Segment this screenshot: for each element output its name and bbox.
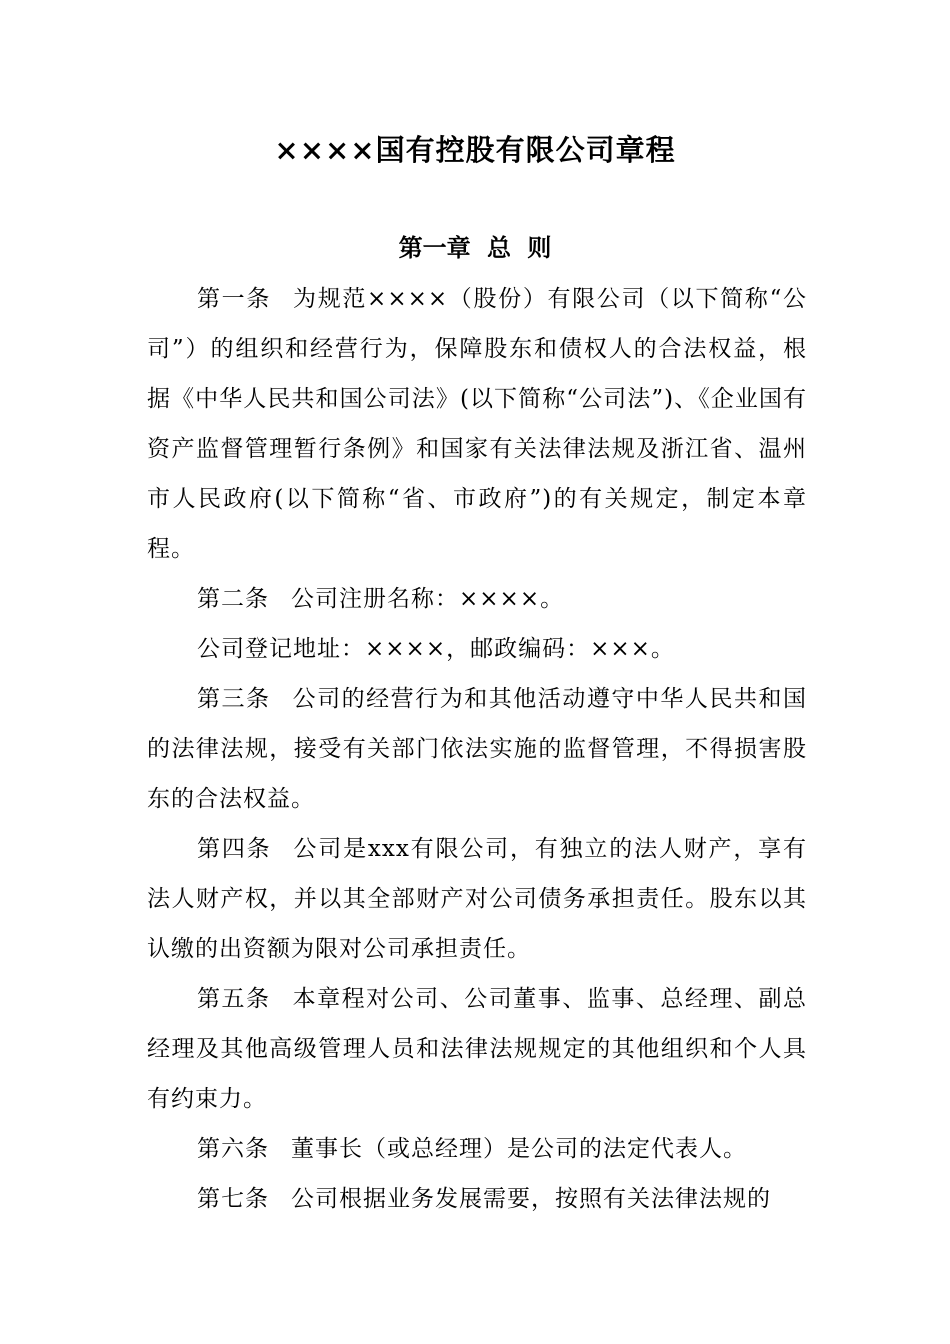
document-title: ××××国有控股有限公司章程 xyxy=(274,133,676,167)
article-label: 第一条 xyxy=(197,286,272,312)
article-2-address xyxy=(147,624,807,674)
article-label: 第四条 xyxy=(197,836,272,862)
article-text: 为规范××××（股份）有限公司（以下简称“公司”）的组织和经营行为，保障股东和债权人的合法权益，根据《中华人民共和国公司法》(以下简称“公司法”)、《企业国有资产监督管理暂行条例》和国家有关法律法规及浙江省、温州市人民政府(以下简称“省、市政府”)的有关规定，制定本章程。 xyxy=(147,286,807,562)
document-body xyxy=(147,274,807,1224)
article-6 xyxy=(147,1124,807,1174)
article-text: 公司登记地址：××××，邮政编码：×××。 xyxy=(197,636,675,662)
article-label: 第六条 xyxy=(197,1136,269,1162)
article-text: 本章程对公司、公司董事、监事、总经理、副总经理及其他高级管理人员和法律法规规定的其他组织和个人具有约束力。 xyxy=(147,986,808,1112)
article-text: 董事长（或总经理）是公司的法定代表人。 xyxy=(291,1136,747,1162)
article-5 xyxy=(147,974,807,1124)
article-7 xyxy=(147,1174,807,1224)
article-label: 第二条 xyxy=(197,586,269,612)
chapter-heading: 第一章 总 则 xyxy=(398,233,552,262)
article-3 xyxy=(147,674,807,824)
article-text: 公司根据业务发展需要，按照有关法律法规的 xyxy=(291,1186,771,1212)
article-2 xyxy=(147,574,807,624)
article-label: 第五条 xyxy=(197,986,271,1012)
article-text: 公司注册名称：××××。 xyxy=(291,586,565,612)
article-label: 第七条 xyxy=(197,1186,269,1212)
article-text: 公司是xxx有限公司，有独立的法人财产，享有法人财产权，并以其全部财产对公司债务承担责任。股东以其认缴的出资额为限对公司承担责任。 xyxy=(147,836,807,962)
article-4 xyxy=(147,824,807,974)
article-text: 公司的经营行为和其他活动遵守中华人民共和国的法律法规，接受有关部门依法实施的监督管理，不得损害股东的合法权益。 xyxy=(147,686,808,812)
article-1 xyxy=(147,274,807,574)
article-label: 第三条 xyxy=(197,686,271,712)
